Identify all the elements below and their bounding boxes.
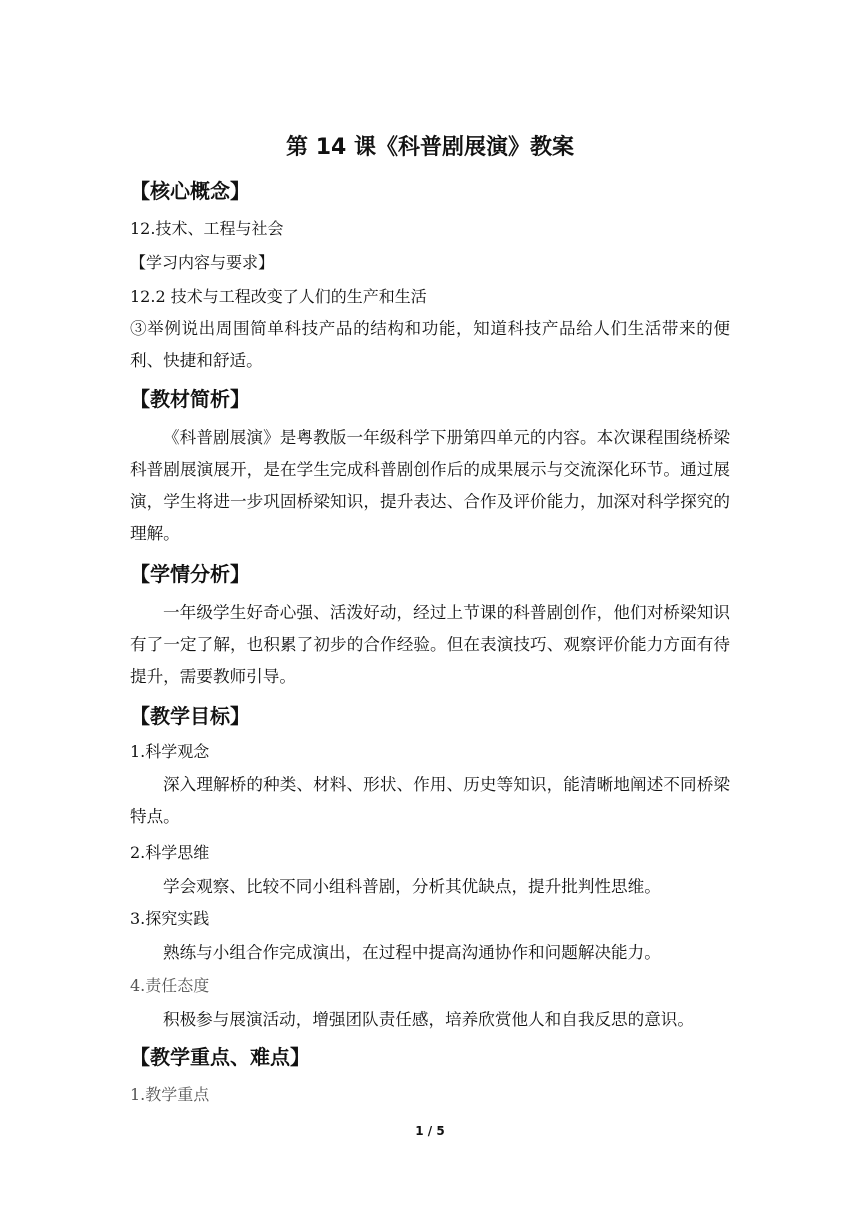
page-title: 第 14 课《科普剧展演》教案 xyxy=(286,135,574,160)
goal-label-3: 3.探究实践 xyxy=(130,909,210,928)
core-concept-item: 12.技术、工程与社会 xyxy=(130,219,284,238)
goal-label-4: 4.责任态度 xyxy=(130,976,210,995)
textbook-analysis-body: 《科普剧展演》是粤教版一年级科学下册第四单元的内容。本次课程围绕桥梁科普剧展演展开，是在学生完成科普剧创作后的成果展示与交流深化环节。通过展演，学生将进一步巩固桥梁知识，提升表达、合作及评价能力，加深对科学探究的理解。 xyxy=(130,428,730,543)
heading-teaching-goals: 【教学目标】 xyxy=(130,704,250,728)
goal-text-2: 学会观察、比较不同小组科普剧，分析其优缺点，提升批判性思维。 xyxy=(163,877,661,896)
goal-text-1: 深入理解桥的种类、材料、形状、作用、历史等知识，能清晰地阐述不同桥梁特点。 xyxy=(130,775,730,826)
page-number: 1 / 5 xyxy=(415,1124,445,1138)
heading-core-concept: 【核心概念】 xyxy=(130,179,250,203)
goal-label-1: 1.科学观念 xyxy=(130,742,210,761)
learner-analysis-body: 一年级学生好奇心强、活泼好动，经过上节课的科普剧创作，他们对桥梁知识有了一定了解，也积累了初步的合作经验。但在表演技巧、观察评价能力方面有待提升，需要教师引导。 xyxy=(130,603,730,686)
learning-requirements-item: 12.2 技术与工程改变了人们的生产和生活 xyxy=(130,287,427,306)
goal-text-3: 熟练与小组合作完成演出，在过程中提高沟通协作和问题解决能力。 xyxy=(163,943,661,962)
heading-learner-analysis: 【学情分析】 xyxy=(130,562,250,586)
heading-textbook-analysis: 【教材简析】 xyxy=(130,387,250,411)
key-point-item: 1.教学重点 xyxy=(130,1085,210,1104)
heading-key-points: 【教学重点、难点】 xyxy=(130,1045,310,1069)
learning-requirements-heading: 【学习内容与要求】 xyxy=(130,253,275,272)
goal-text-4: 积极参与展演活动，增强团队责任感，培养欣赏他人和自我反思的意识。 xyxy=(163,1010,694,1029)
learning-requirements-detail: ③举例说出周围简单科技产品的结构和功能，知道科技产品给人们生活带来的便利、快捷和舒适。 xyxy=(130,319,730,370)
goal-label-2: 2.科学思维 xyxy=(130,843,210,862)
